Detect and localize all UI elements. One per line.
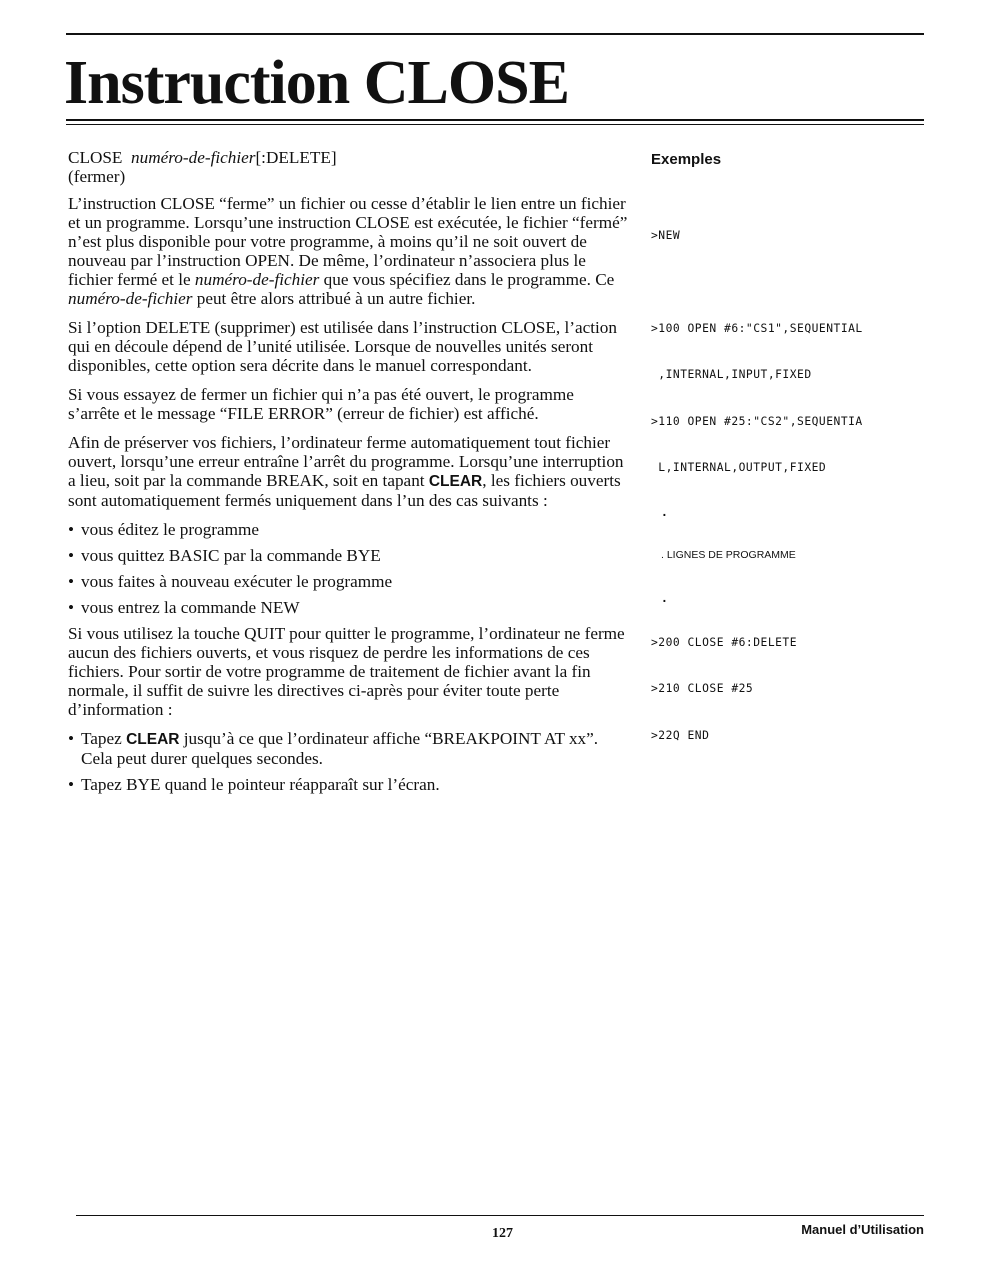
code-line: >210 CLOSE #25 [651, 682, 754, 695]
top-rule [66, 33, 924, 35]
list-item [68, 729, 628, 768]
bullet-icon: • [68, 520, 75, 539]
directives-list [68, 729, 628, 794]
bullet-icon: • [68, 775, 75, 794]
syntax-block [68, 148, 628, 186]
paragraph-auto-close-text-a: Afin de préserver vos fichiers, l’ordinateur ferme automatiquement tout fichier ouvert, lorsqu’une erreur entraîne l’arrêt du programme. Lorsqu’une interruption a lieu, soit par la commande BREAK, soit en tapant [68, 433, 624, 490]
clear-key-label: CLEAR [126, 731, 180, 748]
directive-text: Tapez BYE quand le pointeur réapparaît sur l’écran. [81, 775, 440, 794]
directive-text-b: jusqu’à ce que l’ordinateur affiche “BREAKPOINT AT xx”. Cela peut durer quelques secondes. [81, 729, 599, 768]
paragraph-intro-em-1: numéro-de-fichier [194, 270, 320, 289]
code-gap [651, 275, 926, 290]
clear-key-label: CLEAR [428, 473, 483, 490]
list-item-text: vous éditez le programme [81, 520, 260, 539]
paragraph-delete: Si l’option DELETE (supprimer) est utilisée dans l’instruction CLOSE, l’action qui en découle dépend de l’unité utilisée. Lorsque de nouvelles unités seront disponibles, cette option sera décrite dans le manuel correspondant. [68, 318, 617, 375]
examples-heading: Exemples [651, 151, 722, 168]
syntax-translation: (fermer) [68, 167, 126, 186]
cases-list [68, 520, 628, 617]
syntax-param: numéro-de-fichier [131, 148, 256, 167]
main-column [68, 148, 628, 801]
list-item-text: vous entrez la commande NEW [81, 598, 300, 617]
code-line: >NEW [651, 229, 681, 242]
title-rule-thick [66, 119, 924, 121]
code-line: ,INTERNAL,INPUT,FIXED [651, 368, 812, 381]
paragraph-intro-em-2: numéro-de-fichier [68, 289, 193, 308]
bullet-icon: • [68, 598, 75, 617]
bullet-icon: • [68, 546, 75, 565]
paragraph-file-error: Si vous essayez de fermer un fichier qui n’a pas été ouvert, le programme s’arrête et le message “FILE ERROR” (erreur de fichier) est affiché. [68, 385, 574, 423]
ellipsis-dot: . [661, 505, 669, 519]
title-rule-thin [66, 124, 924, 125]
paragraph-intro [68, 194, 628, 308]
paragraph-auto-close-text-b: , les fichiers ouverts sont automatiquement fermés uniquement dans l’un des cas suivants : [68, 471, 621, 510]
list-item-text: vous quittez BASIC par la commande BYE [81, 546, 381, 565]
page-title: Instruction CLOSE [64, 49, 569, 117]
page-number: 127 [492, 1226, 513, 1241]
footer-manual-title: Manuel d’Utilisation [801, 1222, 924, 1237]
list-item [68, 775, 628, 794]
syntax-line [68, 148, 628, 167]
footer-rule [76, 1215, 924, 1216]
list-item [68, 572, 628, 591]
paragraph-intro-text-c: peut être alors attribué à un autre fichier. [192, 289, 476, 308]
list-item [68, 520, 628, 539]
list-item-text: vous faites à nouveau exécuter le programme [81, 572, 393, 591]
code-line: >200 CLOSE #6:DELETE [651, 635, 798, 649]
paragraph-intro-text-b: que vous spécifiez dans le programme. Ce [319, 270, 615, 289]
list-item [68, 546, 628, 565]
paragraph-intro-text-a: L’instruction CLOSE “ferme” un fichier ou cesse d’établir le lien entre un fichier et un programme. Lorsqu’une instruction CLOSE est exécutée, le fichier “fermé” n’est plus disponible pour votre programme, à moins qu’il ne soit ouvert de nouveau par l’instruction OPEN. De même, l’ordinateur n’associera plus le fichier fermé et le [68, 194, 628, 289]
code-line: >110 OPEN #25:"CS2",SEQUENTIA [651, 414, 863, 428]
directive-text-a: Tapez [81, 729, 127, 748]
code-line: >22Q END [651, 728, 710, 742]
ellipsis-dot: . [661, 591, 669, 605]
code-example [651, 197, 926, 774]
code-comment: . LIGNES DE PROGRAMME [661, 548, 796, 561]
bullet-icon: • [68, 572, 75, 591]
bullet-icon: • [68, 729, 75, 748]
list-item [68, 598, 628, 617]
code-line: L,INTERNAL,OUTPUT,FIXED [651, 461, 827, 474]
paragraph-quit: Si vous utilisez la touche QUIT pour quitter le programme, l’ordinateur ne ferme aucun des fichiers ouverts, et vous risquez de perdre les informations de ces fichiers. Pour sortir de votre programme de traitement de fichier avant la fin normale, il suffit de suivre les directives ci-après pour éviter toute perte d’information : [68, 624, 625, 719]
syntax-option: [:DELETE] [255, 148, 337, 167]
syntax-keyword: CLOSE [68, 148, 123, 167]
paragraph-auto-close [68, 433, 628, 510]
examples-column [651, 150, 926, 774]
code-line: >100 OPEN #6:"CS1",SEQUENTIAL [651, 321, 863, 335]
